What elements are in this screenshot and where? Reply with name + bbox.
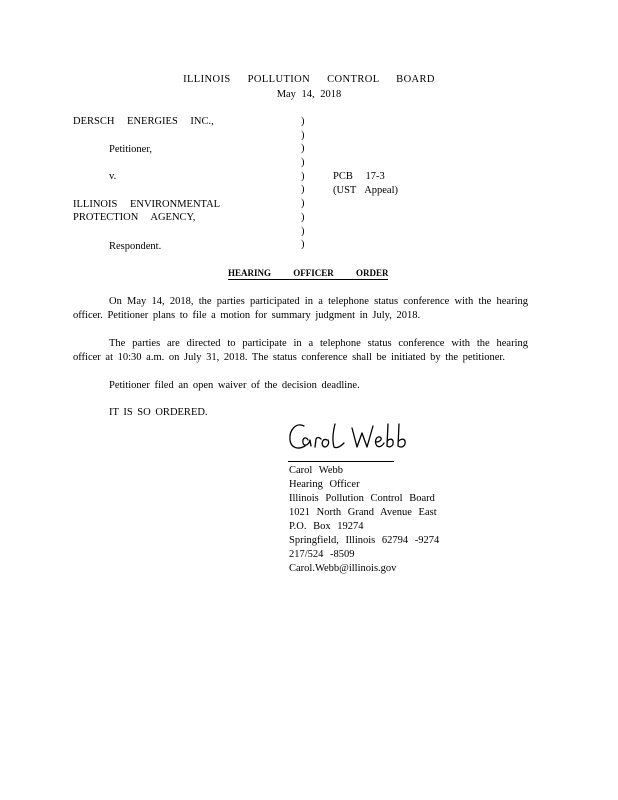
case-type: (UST Appeal)	[333, 185, 399, 196]
caption-paren: )	[301, 143, 305, 155]
caption-paren: )	[301, 170, 305, 182]
signer-po-box: P.O. Box 19274	[289, 521, 364, 532]
caption-paren: )	[301, 225, 305, 237]
signature-block	[289, 464, 439, 576]
respondent-role: Respondent.	[109, 241, 162, 252]
order-paragraph-3: Petitioner filed an open waiver of the decision deadline.	[109, 380, 360, 391]
respondent-name-line1: ILLINOIS ENVIRONMENTAL	[73, 199, 221, 210]
case-number: PCB 17-3	[333, 171, 385, 182]
caption-paren: )	[301, 239, 305, 251]
caption-paren: )	[301, 129, 305, 141]
handwritten-signature	[286, 416, 416, 458]
order-paragraph-1: On May 14, 2018, the parties participated in a telephone status conference with the hearing officer. Petitioner plans to file a motion for summary judgment in July, 2018.	[73, 296, 528, 321]
order-heading: HEARING OFFICER ORDER	[228, 268, 389, 278]
signer-city: Springfield, Illinois 62794 -9274	[289, 535, 440, 546]
order-paragraph-2: The parties are directed to participate in a telephone status conference with the hearing officer at 10:30 a.m. on July 31, 2018. The status conference shall be initiated by the petitioner.	[73, 338, 528, 363]
signer-title: Hearing Officer	[289, 479, 360, 490]
petitioner-name: DERSCH ENERGIES INC.,	[73, 116, 214, 127]
caption-parenthesis-column	[301, 115, 305, 252]
caption-paren: )	[301, 198, 305, 210]
versus-label: v.	[109, 171, 117, 182]
signer-organization: Illinois Pollution Control Board	[289, 493, 435, 504]
signer-street: 1021 North Grand Avenue East	[289, 507, 437, 518]
signer-name: Carol Webb	[289, 465, 343, 476]
board-title: ILLINOIS POLLUTION CONTROL BOARD	[183, 74, 435, 85]
signer-phone: 217/524 -8509	[289, 549, 355, 560]
signature-line	[288, 461, 394, 462]
caption-paren: )	[301, 184, 305, 196]
signer-email[interactable]: Carol.Webb@illinois.gov	[289, 563, 397, 574]
caption-paren: )	[301, 116, 305, 127]
caption-paren: )	[301, 157, 305, 169]
order-closing: IT IS SO ORDERED.	[109, 407, 208, 418]
caption-paren: )	[301, 211, 305, 223]
respondent-name-line2: PROTECTION AGENCY,	[73, 212, 196, 223]
petitioner-role: Petitioner,	[109, 144, 153, 155]
order-date: May 14, 2018	[276, 89, 342, 100]
